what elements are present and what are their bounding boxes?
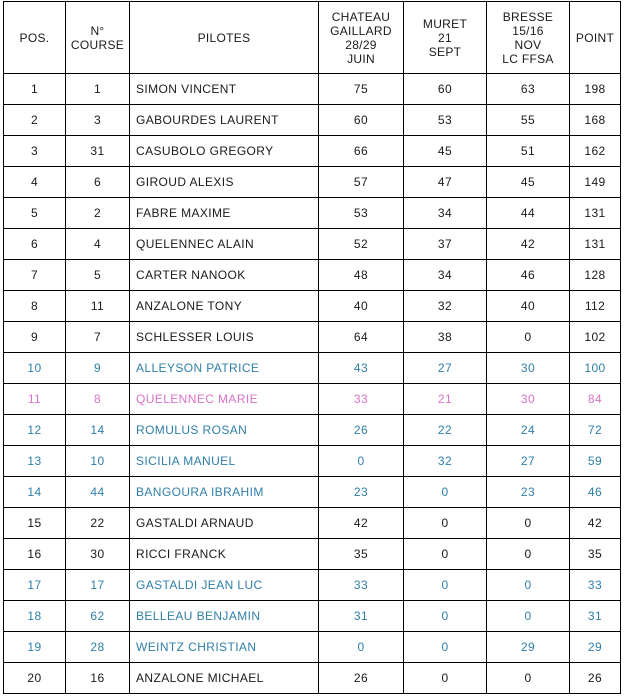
header-chateau-gaillard: CHATEAU GAILLARD 28/29 JUIN bbox=[319, 2, 404, 74]
table-row bbox=[4, 74, 621, 105]
total-points-cell: 102 bbox=[570, 322, 621, 353]
table-row bbox=[4, 291, 621, 322]
header-row bbox=[4, 2, 621, 74]
position-cell: 8 bbox=[4, 291, 66, 322]
chateau-gaillard-points-cell: 0 bbox=[319, 632, 404, 663]
pilot-name-cell: BELLEAU BENJAMIN bbox=[130, 601, 319, 632]
pilot-name-cell: GABOURDES LAURENT bbox=[130, 105, 319, 136]
chateau-gaillard-points-cell: 33 bbox=[319, 384, 404, 415]
table-row bbox=[4, 260, 621, 291]
total-points-cell: 59 bbox=[570, 446, 621, 477]
table-row bbox=[4, 570, 621, 601]
course-number-cell: 16 bbox=[66, 663, 130, 694]
total-points-cell: 112 bbox=[570, 291, 621, 322]
position-cell: 1 bbox=[4, 74, 66, 105]
total-points-cell: 149 bbox=[570, 167, 621, 198]
table-row bbox=[4, 384, 621, 415]
chateau-gaillard-points-cell: 35 bbox=[319, 539, 404, 570]
position-cell: 12 bbox=[4, 415, 66, 446]
total-points-cell: 31 bbox=[570, 601, 621, 632]
position-cell: 17 bbox=[4, 570, 66, 601]
course-number-cell: 44 bbox=[66, 477, 130, 508]
bresse-points-cell: 46 bbox=[487, 260, 570, 291]
header-muret: MURET 21 SEPT bbox=[404, 2, 487, 74]
course-number-cell: 62 bbox=[66, 601, 130, 632]
pilot-name-cell: GIROUD ALEXIS bbox=[130, 167, 319, 198]
course-number-cell: 17 bbox=[66, 570, 130, 601]
bresse-points-cell: 63 bbox=[487, 74, 570, 105]
pilot-name-cell: SIMON VINCENT bbox=[130, 74, 319, 105]
table-row bbox=[4, 105, 621, 136]
table-row bbox=[4, 539, 621, 570]
muret-points-cell: 21 bbox=[404, 384, 487, 415]
pilot-name-cell: CARTER NANOOK bbox=[130, 260, 319, 291]
position-cell: 11 bbox=[4, 384, 66, 415]
total-points-cell: 29 bbox=[570, 632, 621, 663]
course-number-cell: 3 bbox=[66, 105, 130, 136]
course-number-cell: 31 bbox=[66, 136, 130, 167]
position-cell: 19 bbox=[4, 632, 66, 663]
position-cell: 20 bbox=[4, 663, 66, 694]
course-number-cell: 6 bbox=[66, 167, 130, 198]
course-number-cell: 5 bbox=[66, 260, 130, 291]
bresse-points-cell: 0 bbox=[487, 570, 570, 601]
course-number-cell: 8 bbox=[66, 384, 130, 415]
position-cell: 9 bbox=[4, 322, 66, 353]
table-row bbox=[4, 198, 621, 229]
total-points-cell: 42 bbox=[570, 508, 621, 539]
muret-points-cell: 38 bbox=[404, 322, 487, 353]
header-point: POINT bbox=[570, 2, 621, 74]
course-number-cell: 10 bbox=[66, 446, 130, 477]
pilot-name-cell: QUELENNEC MARIE bbox=[130, 384, 319, 415]
muret-points-cell: 0 bbox=[404, 570, 487, 601]
total-points-cell: 162 bbox=[570, 136, 621, 167]
table-row bbox=[4, 167, 621, 198]
muret-points-cell: 0 bbox=[404, 663, 487, 694]
bresse-points-cell: 23 bbox=[487, 477, 570, 508]
muret-points-cell: 37 bbox=[404, 229, 487, 260]
position-cell: 14 bbox=[4, 477, 66, 508]
table-row bbox=[4, 136, 621, 167]
chateau-gaillard-points-cell: 60 bbox=[319, 105, 404, 136]
chateau-gaillard-points-cell: 53 bbox=[319, 198, 404, 229]
muret-points-cell: 0 bbox=[404, 632, 487, 663]
muret-points-cell: 47 bbox=[404, 167, 487, 198]
position-cell: 2 bbox=[4, 105, 66, 136]
course-number-cell: 11 bbox=[66, 291, 130, 322]
bresse-points-cell: 0 bbox=[487, 539, 570, 570]
total-points-cell: 131 bbox=[570, 198, 621, 229]
total-points-cell: 26 bbox=[570, 663, 621, 694]
bresse-points-cell: 51 bbox=[487, 136, 570, 167]
table-row bbox=[4, 446, 621, 477]
muret-points-cell: 27 bbox=[404, 353, 487, 384]
muret-points-cell: 60 bbox=[404, 74, 487, 105]
chateau-gaillard-points-cell: 57 bbox=[319, 167, 404, 198]
table-row bbox=[4, 477, 621, 508]
chateau-gaillard-points-cell: 52 bbox=[319, 229, 404, 260]
bresse-points-cell: 30 bbox=[487, 384, 570, 415]
pilot-name-cell: GASTALDI JEAN LUC bbox=[130, 570, 319, 601]
pilot-name-cell: SICILIA MANUEL bbox=[130, 446, 319, 477]
course-number-cell: 4 bbox=[66, 229, 130, 260]
total-points-cell: 46 bbox=[570, 477, 621, 508]
chateau-gaillard-points-cell: 31 bbox=[319, 601, 404, 632]
table-row bbox=[4, 508, 621, 539]
position-cell: 6 bbox=[4, 229, 66, 260]
chateau-gaillard-points-cell: 33 bbox=[319, 570, 404, 601]
pilot-name-cell: WEINTZ CHRISTIAN bbox=[130, 632, 319, 663]
pilot-name-cell: CASUBOLO GREGORY bbox=[130, 136, 319, 167]
course-number-cell: 2 bbox=[66, 198, 130, 229]
total-points-cell: 72 bbox=[570, 415, 621, 446]
table-row bbox=[4, 229, 621, 260]
standings-table bbox=[3, 1, 621, 694]
position-cell: 18 bbox=[4, 601, 66, 632]
bresse-points-cell: 27 bbox=[487, 446, 570, 477]
course-number-cell: 14 bbox=[66, 415, 130, 446]
bresse-points-cell: 0 bbox=[487, 322, 570, 353]
position-cell: 4 bbox=[4, 167, 66, 198]
pilot-name-cell: RICCI FRANCK bbox=[130, 539, 319, 570]
bresse-points-cell: 44 bbox=[487, 198, 570, 229]
muret-points-cell: 0 bbox=[404, 508, 487, 539]
chateau-gaillard-points-cell: 48 bbox=[319, 260, 404, 291]
pilot-name-cell: SCHLESSER LOUIS bbox=[130, 322, 319, 353]
position-cell: 10 bbox=[4, 353, 66, 384]
chateau-gaillard-points-cell: 66 bbox=[319, 136, 404, 167]
course-number-cell: 9 bbox=[66, 353, 130, 384]
table-row bbox=[4, 663, 621, 694]
bresse-points-cell: 29 bbox=[487, 632, 570, 663]
total-points-cell: 33 bbox=[570, 570, 621, 601]
course-number-cell: 22 bbox=[66, 508, 130, 539]
muret-points-cell: 32 bbox=[404, 446, 487, 477]
table-row bbox=[4, 415, 621, 446]
total-points-cell: 131 bbox=[570, 229, 621, 260]
muret-points-cell: 53 bbox=[404, 105, 487, 136]
pilot-name-cell: FABRE MAXIME bbox=[130, 198, 319, 229]
bresse-points-cell: 0 bbox=[487, 508, 570, 539]
total-points-cell: 198 bbox=[570, 74, 621, 105]
muret-points-cell: 34 bbox=[404, 198, 487, 229]
total-points-cell: 100 bbox=[570, 353, 621, 384]
table-row bbox=[4, 322, 621, 353]
total-points-cell: 168 bbox=[570, 105, 621, 136]
chateau-gaillard-points-cell: 64 bbox=[319, 322, 404, 353]
pilot-name-cell: ANZALONE MICHAEL bbox=[130, 663, 319, 694]
header-bresse: BRESSE 15/16 NOV LC FFSA bbox=[487, 2, 570, 74]
chateau-gaillard-points-cell: 42 bbox=[319, 508, 404, 539]
position-cell: 16 bbox=[4, 539, 66, 570]
bresse-points-cell: 30 bbox=[487, 353, 570, 384]
header-pilotes: PILOTES bbox=[130, 2, 319, 74]
standings-body bbox=[4, 74, 621, 694]
pilot-name-cell: ALLEYSON PATRICE bbox=[130, 353, 319, 384]
position-cell: 5 bbox=[4, 198, 66, 229]
position-cell: 3 bbox=[4, 136, 66, 167]
total-points-cell: 84 bbox=[570, 384, 621, 415]
chateau-gaillard-points-cell: 26 bbox=[319, 663, 404, 694]
muret-points-cell: 0 bbox=[404, 477, 487, 508]
position-cell: 15 bbox=[4, 508, 66, 539]
course-number-cell: 1 bbox=[66, 74, 130, 105]
position-cell: 7 bbox=[4, 260, 66, 291]
bresse-points-cell: 0 bbox=[487, 601, 570, 632]
chateau-gaillard-points-cell: 23 bbox=[319, 477, 404, 508]
pilot-name-cell: QUELENNEC ALAIN bbox=[130, 229, 319, 260]
course-number-cell: 30 bbox=[66, 539, 130, 570]
chateau-gaillard-points-cell: 0 bbox=[319, 446, 404, 477]
chateau-gaillard-points-cell: 40 bbox=[319, 291, 404, 322]
muret-points-cell: 45 bbox=[404, 136, 487, 167]
course-number-cell: 28 bbox=[66, 632, 130, 663]
table-row bbox=[4, 353, 621, 384]
pilot-name-cell: GASTALDI ARNAUD bbox=[130, 508, 319, 539]
chateau-gaillard-points-cell: 43 bbox=[319, 353, 404, 384]
muret-points-cell: 0 bbox=[404, 539, 487, 570]
bresse-points-cell: 55 bbox=[487, 105, 570, 136]
bresse-points-cell: 24 bbox=[487, 415, 570, 446]
pilot-name-cell: ANZALONE TONY bbox=[130, 291, 319, 322]
muret-points-cell: 34 bbox=[404, 260, 487, 291]
total-points-cell: 35 bbox=[570, 539, 621, 570]
header-course-number: N° COURSE bbox=[66, 2, 130, 74]
muret-points-cell: 22 bbox=[404, 415, 487, 446]
bresse-points-cell: 0 bbox=[487, 663, 570, 694]
total-points-cell: 128 bbox=[570, 260, 621, 291]
pilot-name-cell: ROMULUS ROSAN bbox=[130, 415, 319, 446]
header-pos: POS. bbox=[4, 2, 66, 74]
table-row bbox=[4, 601, 621, 632]
bresse-points-cell: 45 bbox=[487, 167, 570, 198]
position-cell: 13 bbox=[4, 446, 66, 477]
table-row bbox=[4, 632, 621, 663]
pilot-name-cell: BANGOURA IBRAHIM bbox=[130, 477, 319, 508]
chateau-gaillard-points-cell: 75 bbox=[319, 74, 404, 105]
chateau-gaillard-points-cell: 26 bbox=[319, 415, 404, 446]
course-number-cell: 7 bbox=[66, 322, 130, 353]
muret-points-cell: 32 bbox=[404, 291, 487, 322]
bresse-points-cell: 42 bbox=[487, 229, 570, 260]
bresse-points-cell: 40 bbox=[487, 291, 570, 322]
muret-points-cell: 0 bbox=[404, 601, 487, 632]
